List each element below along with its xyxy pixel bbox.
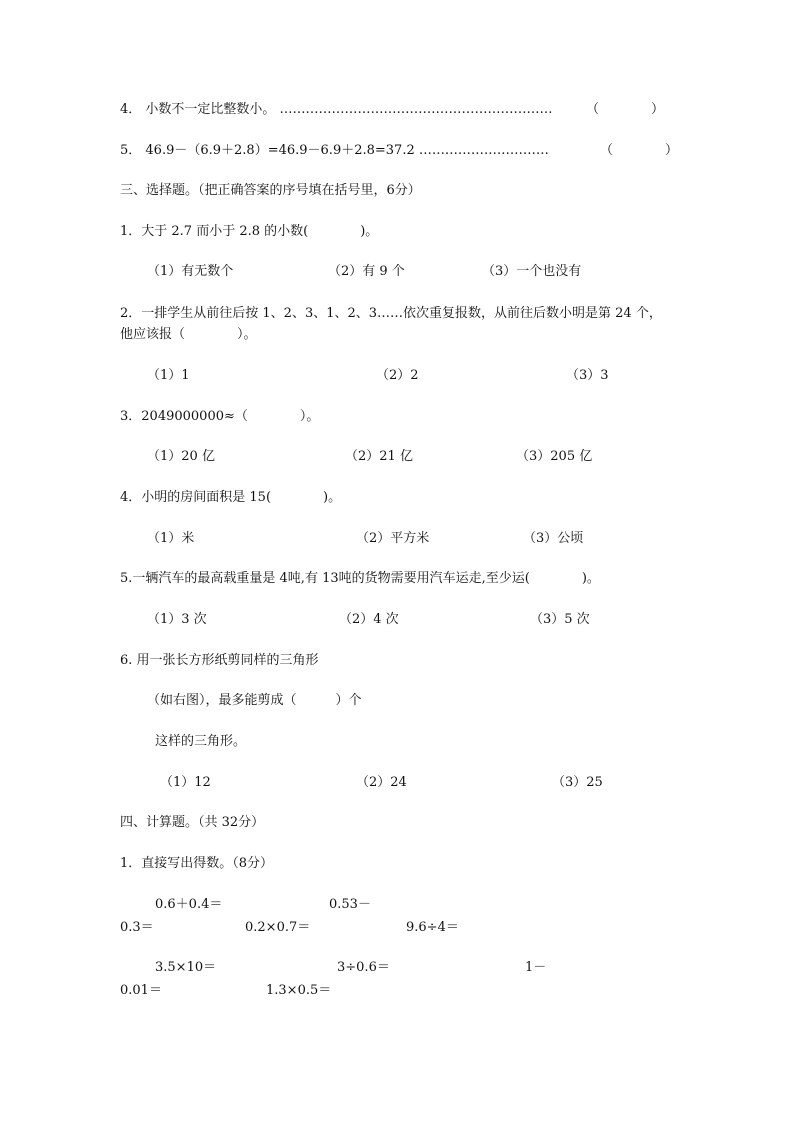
calc-row1-b: 0.53－	[329, 897, 371, 912]
judge-q4-answer-paren[interactable]: （ ）	[586, 102, 665, 117]
s3-q5-option-2[interactable]: （2）4 次	[339, 612, 399, 627]
s3-q2-option-2[interactable]: （2）2	[376, 368, 419, 383]
calc-row1-b-cont: 0.3＝	[120, 920, 154, 935]
calc-row1-c: 0.2×0.7＝	[245, 920, 311, 935]
s3-q6-stem-line3: 这样的三角形。	[155, 734, 247, 749]
s3-q3-stem: 3．2049000000≈（ ）。	[120, 409, 320, 424]
s3-q5-stem: 5.一辆汽车的最高载重量是 4吨,有 13吨的货物需要用汽车运走,至少运( )。	[120, 571, 600, 586]
section3-title: 三、选择题。（把正确答案的序号填在括号里，6分）	[120, 183, 421, 198]
s3-q3-option-2[interactable]: （2）21 亿	[345, 449, 413, 464]
calc-row1-a: 0.6＋0.4＝	[155, 897, 223, 912]
s3-q4-option-2[interactable]: （2）平方米	[356, 531, 430, 546]
s3-q6-stem-line1: 6. 用一张长方形纸剪同样的三角形	[120, 653, 319, 668]
s3-q1-option-3[interactable]: （3）一个也没有	[482, 264, 582, 279]
s4-sub1-title: 1．直接写出得数。（8分）	[120, 856, 274, 871]
s3-q1-option-1[interactable]: （1）有无数个	[147, 264, 234, 279]
calc-row2-d: 1.3×0.5＝	[266, 983, 332, 998]
s3-q5-option-1[interactable]: （1）3 次	[147, 612, 207, 627]
s3-q1-stem: 1．大于 2.7 而小于 2.8 的小数( )。	[120, 224, 379, 239]
s3-q2-option-3[interactable]: （3）3	[566, 368, 609, 383]
s3-q2-stem-line1: 2．一排学生从前往后按 1、2、3、1、2、3……依次重复报数，从前往后数小明是第 24 个，	[120, 306, 662, 321]
judge-q5-text: 5． 46.9－（6.9＋2.8）=46.9－6.9＋2.8=37.2 …………………………	[120, 143, 549, 158]
s3-q2-option-1[interactable]: （1）1	[147, 368, 190, 383]
s3-q4-option-3[interactable]: （3）公顷	[523, 531, 584, 546]
s3-q5-option-3[interactable]: （3）5 次	[530, 612, 590, 627]
calc-row2-b: 3÷0.6＝	[337, 960, 390, 975]
section4-title: 四、计算题。（共 32分）	[120, 815, 265, 830]
s3-q6-stem-line2: （如右图），最多能剪成（ ）个	[147, 693, 362, 708]
judge-q4-text: 4． 小数不一定比整数小。 ………………………………………………………	[120, 102, 553, 117]
s3-q4-stem: 4．小明的房间面积是 15( )。	[120, 490, 342, 505]
s3-q1-option-2[interactable]: （2）有 9 个	[328, 264, 405, 279]
s3-q6-option-2[interactable]: （2）24	[356, 775, 407, 790]
s3-q3-option-1[interactable]: （1）20 亿	[147, 449, 215, 464]
judge-q5-answer-paren[interactable]: （ ）	[600, 143, 679, 158]
s3-q3-option-3[interactable]: （3）205 亿	[516, 449, 593, 464]
s3-q6-option-1[interactable]: （1）12	[160, 775, 211, 790]
s3-q2-stem-line2: 他应该报（ ）。	[120, 327, 257, 342]
calc-row2-c: 1－	[525, 960, 547, 975]
calc-row2-a: 3.5×10＝	[155, 960, 217, 975]
calc-row1-d: 9.6÷4＝	[406, 920, 459, 935]
s3-q6-option-3[interactable]: （3）25	[552, 775, 603, 790]
s3-q4-option-1[interactable]: （1）米	[147, 531, 195, 546]
calc-row2-c-cont: 0.01＝	[120, 983, 162, 998]
